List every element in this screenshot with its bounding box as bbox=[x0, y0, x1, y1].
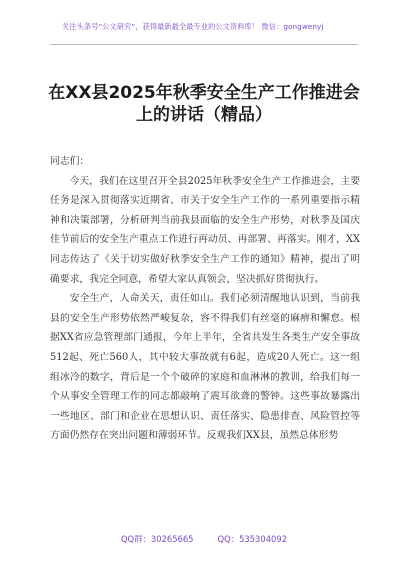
footer-qq: QQ：535304092 bbox=[217, 534, 288, 544]
footer-qq-group: QQ群：30265665 bbox=[120, 534, 194, 544]
footer-contact bbox=[0, 533, 408, 545]
salutation: 同志们： bbox=[50, 156, 90, 167]
body-paragraph: 安全生产，人命关天，责任如山。我们必须清醒地认识到，当前我县的安全生产形势依然严峻复杂，容不得我们有丝毫的麻痹和懈怠。根据XX省应急管理部门通报，今年上半年，全省共发生各类生产安全事故512起、死亡560人，其中较大事故就有6起，造成20人死亡。这一组组冰冷的数字，背后是一个个破碎的家庭和血淋淋的教训，给我们每一个从事安全管理工作的同志都敲响了震耳欲聋的警钟。这些事故暴露出一些地区、部门和企业在思想认识、责任落实、隐患排查、风险管控等方面仍然存在突出问题和薄弱环节。反观我们XX县，虽然总体形势 bbox=[50, 293, 360, 442]
header-divider bbox=[50, 44, 358, 45]
document-body bbox=[50, 152, 360, 446]
body-paragraph: 今天，我们在这里召开全县2025年秋季安全生产工作推进会，主要任务是深入贯彻落实近期省、市关于安全生产工作的一系列重要指示精神和决策部署，分析研判当前我县面临的安全生产形势，对秋季及国庆佳节前后的安全生产重点工作进行再动员、再部署、再落实。刚才，XX同志传达了《关于切实做好秋季安全生产工作的通知》精神，提出了明确要求，我完全同意，希望大家认真领会，坚决抓好贯彻执行。 bbox=[50, 175, 360, 285]
document-title: 在XX县2025年秋季安全生产工作推进会上的讲话（精品） bbox=[48, 83, 360, 125]
header-banner: 关注头条号“公文研究”，获得最新最全最专业的公文资料库！ 微信：gongwenyj bbox=[62, 22, 324, 31]
